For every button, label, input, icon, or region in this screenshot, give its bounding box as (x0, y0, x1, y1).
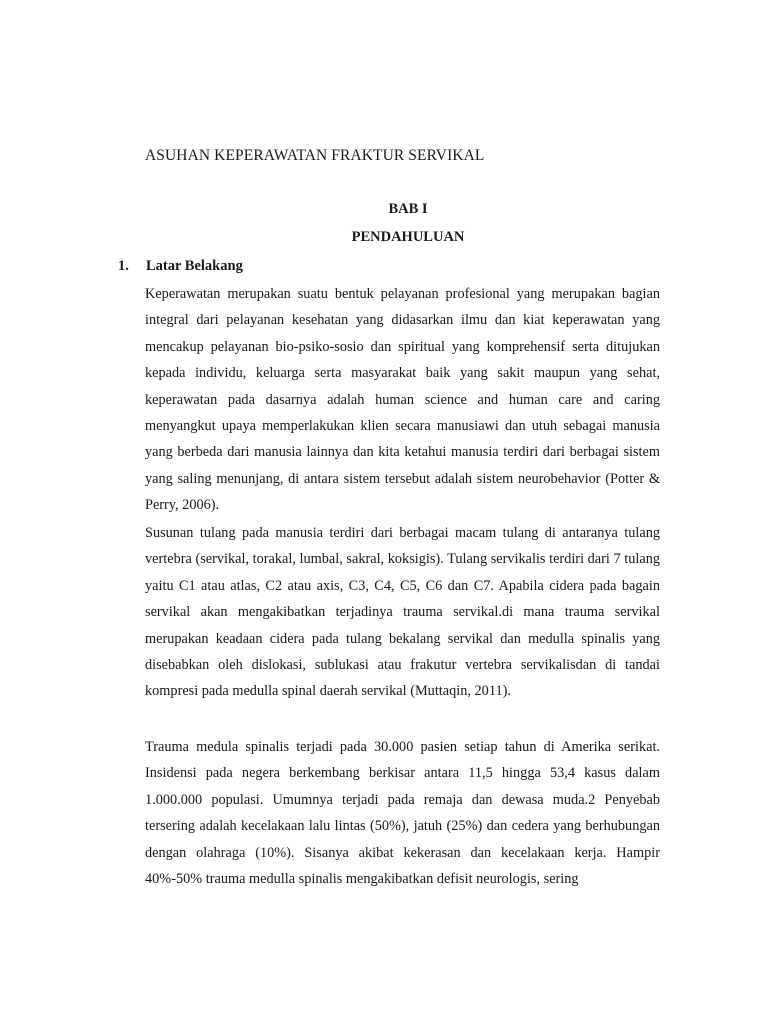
paragraph-2: Susunan tulang pada manusia terdiri dari berbagai macam tulang di antaranya tulang vertebra (servikal, torakal, lumbal, sakral, koksigis). Tulang servikalis terdiri dari 7 tulang yaitu C1 atau atlas, C2 atau axis, C3, C4, C5, C6 dan C7. Apabila cidera pada bagain servikal akan mengakibatkan terjadinya trauma servikal.di mana trauma servikal merupakan keadaan cidera pada tulang bekalang servikal dan medulla spinalis yang disebabkan oleh dislokasi, sublukasi atau frakutur vertebra servikalisdan di tandai kompresi pada medulla spinal daerah servikal (Muttaqin, 2011). (145, 525, 660, 700)
paragraph-3: Trauma medula spinalis terjadi pada 30.000 pasien setiap tahun di Amerika serikat. Insidensi pada negera berkembang berkisar antara 11,5 hingga 53,4 kasus dalam 1.000.000 populasi. Umumnya terjadi pada remaja dan dewasa muda.2 Penyebab tersering adalah kecelakaan lalu lintas (50%), jatuh (25%) dan cedera yang berhubungan dengan olahraga (10%). Sisanya akibat kekerasan dan kecelakaan kerja. Hampir 40%-50% trauma medulla spinalis mengakibatkan defisit neurologis, sering (145, 739, 660, 888)
document-title: ASUHAN KEPERAWATAN FRAKTUR SERVIKAL (145, 147, 485, 164)
chapter-number: BAB I (388, 201, 428, 217)
section-title: Latar Belakang (146, 258, 243, 274)
chapter-name: PENDAHULUAN (351, 229, 465, 245)
paragraph-1: Keperawatan merupakan suatu bentuk pelayanan profesional yang merupakan bagian integral dari pelayanan kesehatan yang didasarkan ilmu dan kiat keperawatan yang mencakup pelayanan bio-psiko-sosio dan spiritual yang komprehensif serta ditujukan kepada individu, keluarga serta masyarakat baik yang sakit maupun yang sehat, keperawatan pada dasarnya adalah human science and human care and caring menyangkut upaya memperlakukan klien secara manusiawi dan utuh sebagai manusia yang berbeda dari manusia lainnya dan kita ketahui manusia terdiri dari berbagai sistem yang saling menunjang, di antara sistem tersebut adalah sistem neurobehavior (Potter & Perry, 2006). (145, 286, 660, 514)
section-number: 1. (118, 258, 129, 274)
section-heading (118, 258, 243, 275)
